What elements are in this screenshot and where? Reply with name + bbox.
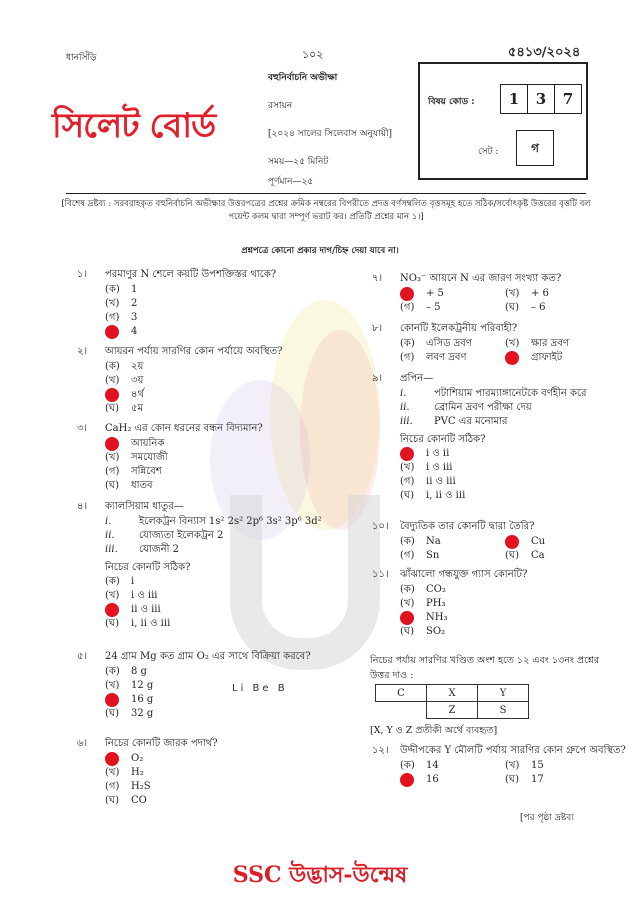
option-label: (ঘ)	[105, 618, 119, 629]
option-label: (খ)	[400, 598, 415, 609]
options-list	[105, 752, 365, 808]
option-text: 17	[531, 774, 544, 785]
option-marked[interactable]	[105, 752, 365, 766]
question-number: ১০।	[372, 521, 389, 532]
statement-number: iii.	[400, 416, 413, 427]
option[interactable]	[400, 597, 630, 611]
statement-number: iii.	[105, 544, 118, 555]
question	[372, 322, 630, 365]
option-text: ৪র্থ	[131, 389, 144, 400]
filled-bubble-icon[interactable]	[105, 752, 119, 766]
code-digit: 7	[562, 90, 574, 108]
option[interactable]	[105, 794, 365, 808]
filled-bubble-icon[interactable]	[105, 388, 119, 402]
option-text: লবণ দ্রবণ	[426, 352, 467, 363]
statement	[105, 543, 365, 557]
subject-code-cells	[500, 84, 582, 114]
statement	[400, 401, 630, 415]
question	[372, 272, 630, 315]
option-text: এসিড দ্রবণ	[426, 338, 472, 349]
sub-question: নিচের কোনটি সঠিক?	[400, 434, 486, 445]
option-text: O₂	[131, 753, 144, 764]
option[interactable]	[505, 759, 610, 773]
option-text: 4	[131, 326, 138, 337]
option[interactable]	[505, 549, 610, 563]
option-text: i	[131, 576, 135, 587]
question	[372, 372, 630, 503]
option-marked[interactable]	[105, 325, 365, 339]
option-label: (ঘ)	[105, 795, 119, 806]
option-text: 14	[426, 760, 439, 771]
option[interactable]	[400, 301, 505, 315]
option-label: (খ)	[105, 298, 120, 309]
question	[77, 422, 365, 493]
option-text: Sn	[426, 550, 440, 561]
question-number: ৮।	[372, 323, 383, 334]
option-text: সন্নিবেশ	[131, 466, 162, 477]
exam-time: সময়—২৫ মিনিট	[268, 157, 329, 167]
exam-type: বহুনির্বাচনি অভীক্ষা	[268, 73, 338, 83]
option-marked[interactable]	[105, 693, 365, 707]
option-text: – 5	[426, 302, 441, 313]
options-list	[105, 283, 365, 339]
passage-intro: নিচের পর্যায় সারণির খণ্ডিত অংশ হতে ১২ এবং ১৩নং প্রশ্নের উত্তর দাও :	[370, 655, 600, 681]
option-label: (ক)	[400, 760, 415, 771]
option-label: (ক)	[105, 666, 120, 677]
option[interactable]	[400, 625, 630, 639]
option-text: – 6	[531, 302, 546, 313]
filled-bubble-icon[interactable]	[105, 693, 119, 707]
option-text: PH₃	[426, 598, 446, 609]
option-text: H₂	[131, 767, 144, 778]
set-value: গ	[516, 130, 554, 166]
option[interactable]	[105, 283, 365, 297]
option-marked[interactable]	[400, 611, 630, 625]
question-number: ৭।	[372, 273, 383, 284]
option-label: (ঘ)	[505, 774, 519, 785]
syllabus-note: [২০২৪ সালের সিলেবাস অনুযায়ী]	[268, 129, 393, 139]
option-text: গ্রাফাইট	[531, 352, 563, 363]
question-number: ৪।	[77, 501, 88, 512]
question-text: CaH₂ এর কোন ধরনের বন্ধন বিদ্যমান?	[105, 423, 263, 434]
option-text: 16	[426, 774, 439, 785]
option-text: ধাতব	[131, 480, 153, 491]
option-text: 8 g	[131, 666, 147, 677]
option-label: (ক)	[400, 536, 415, 547]
filled-bubble-icon[interactable]	[105, 603, 119, 617]
option[interactable]	[105, 465, 365, 479]
option-marked[interactable]	[400, 773, 505, 787]
question-number: ৯।	[372, 373, 383, 384]
option-text: ২য়	[131, 361, 144, 372]
filled-bubble-icon[interactable]	[105, 437, 119, 451]
option-text: ii ও iii	[426, 476, 456, 487]
question-text: নিচের কোনটি জারক পদার্থ?	[105, 738, 218, 749]
option[interactable]	[400, 337, 505, 351]
question	[372, 520, 630, 563]
question	[372, 568, 630, 639]
question-text: ঝাঁঝালো গন্ধযুক্ত গ্যাস কোনটি?	[400, 569, 528, 580]
statement-number: i.	[105, 516, 112, 527]
option-text: Cu	[531, 536, 546, 547]
question-text: কোনটি ইলেকট্রনীয় পরিবাহী?	[400, 323, 518, 334]
option-text: + 6	[531, 288, 549, 299]
option-text: SO₂	[426, 626, 446, 637]
table-cell: S	[478, 702, 529, 719]
full-marks: পূর্ণমান—২৫	[268, 177, 314, 187]
board-title: সিলেট বোর্ড	[52, 106, 216, 146]
option-text: 1	[131, 284, 138, 295]
statement-text: যোজ্যতা ইলেকট্রন 2	[139, 530, 224, 541]
paper-code: ৫৪১৩/২০২৪	[508, 45, 581, 60]
options-list	[105, 437, 365, 493]
statement	[400, 387, 630, 401]
option-text: CO	[131, 795, 147, 806]
option[interactable]	[105, 360, 365, 374]
option-label: (ঘ)	[400, 626, 414, 637]
option-text: 16 g	[131, 694, 154, 705]
option-label: (গ)	[400, 550, 415, 561]
option-text: Ca	[531, 550, 545, 561]
option-marked[interactable]	[400, 287, 505, 301]
option[interactable]	[105, 451, 365, 465]
options-list	[400, 337, 630, 365]
statement-number: ii.	[400, 402, 410, 413]
question-text: বৈদ্যুতিক তার কোনটি দ্বারা তৈরি?	[400, 521, 535, 532]
statement-text: যোজনী 2	[139, 544, 180, 555]
statement	[105, 529, 365, 543]
option-text: ii ও iii	[131, 604, 161, 615]
option[interactable]	[400, 489, 630, 503]
option[interactable]	[105, 575, 365, 589]
option-marked[interactable]	[505, 535, 610, 549]
code-digit: 1	[501, 85, 528, 113]
question-text: পরমাণুর N শেলে কয়টি উপশক্তিস্তর থাকে?	[105, 269, 277, 280]
option-text: আয়নিক	[131, 438, 165, 449]
divider	[66, 193, 586, 194]
passage-note: [X, Y ও Z প্রতীকী অর্থে ব্যবহৃত]	[370, 725, 498, 736]
code-box	[418, 62, 588, 180]
option-label: (ঘ)	[505, 550, 519, 561]
option-label: (গ)	[400, 476, 415, 487]
option-label: (খ)	[400, 462, 415, 473]
option-text: 2	[131, 298, 138, 309]
option-text: ক্ষার দ্রবণ	[531, 338, 569, 349]
option[interactable]	[400, 549, 505, 563]
option[interactable]	[505, 773, 610, 787]
option-label: (গ)	[105, 312, 120, 323]
statement-text: পটাশিয়াম পারম্যাঙ্গানেটকে বর্ণহীন করে	[434, 388, 587, 399]
options-list	[400, 759, 630, 787]
option[interactable]	[400, 535, 505, 549]
statement-text: ইলেকট্রন বিন্যাস 1s² 2s² 2p⁶ 3s² 3p⁶ 3d²	[139, 516, 322, 527]
option-label: (ঘ)	[105, 708, 119, 719]
statement	[105, 515, 365, 529]
option-label: (ক)	[400, 584, 415, 595]
table-cell: C	[376, 685, 427, 702]
option-label: (ক)	[105, 284, 120, 295]
handwritten-note: Li Be B	[232, 683, 288, 694]
option[interactable]	[105, 617, 365, 631]
options-list	[400, 447, 630, 503]
option-text: 12 g	[131, 680, 154, 691]
question-text: উদ্দীপকের Y মৌলটি পর্যায় সারণির কোন গ্রুপে অবস্থিত?	[400, 745, 626, 756]
options-list	[400, 583, 630, 639]
option-text: + 5	[426, 288, 444, 299]
option-text: CO₂	[426, 584, 446, 595]
option-label: (ক)	[105, 576, 120, 587]
option[interactable]	[105, 766, 365, 780]
periodic-table-fragment	[375, 684, 529, 719]
subject-code-label: বিষয় কোড :	[428, 97, 475, 107]
option-label: (ক)	[400, 338, 415, 349]
option-marked[interactable]	[105, 388, 365, 402]
filled-bubble-icon[interactable]	[400, 773, 414, 787]
question-number: ২।	[77, 346, 88, 357]
option[interactable]	[105, 479, 365, 493]
option[interactable]	[505, 301, 610, 315]
question-text: ক্যালসিয়াম ধাতুর—	[105, 501, 184, 512]
option-text: ৩য়	[131, 375, 144, 386]
notice: প্রশ্নপত্রে কোনো প্রকার দাগ/চিহ্ন দেয়া যাবে না।	[241, 246, 399, 256]
question-number: ৩।	[77, 423, 88, 434]
option[interactable]	[105, 311, 365, 325]
filled-bubble-icon[interactable]	[400, 611, 414, 625]
question-number: ৬।	[77, 738, 88, 749]
option-label: (খ)	[505, 288, 520, 299]
options-list	[105, 575, 365, 631]
question-text: আয়রন পর্যায় সারণির কোন পর্যায়ে অবস্থিত?	[105, 346, 283, 357]
filled-bubble-icon[interactable]	[505, 535, 519, 549]
filled-bubble-icon[interactable]	[400, 447, 414, 461]
option-text: সমযোজী	[131, 452, 168, 463]
statement-text: ব্রোমিন দ্রবণ পরীক্ষা দেয়	[434, 402, 532, 413]
option-label: (ক)	[105, 361, 120, 372]
option[interactable]	[105, 780, 365, 794]
option-text: 3	[131, 312, 138, 323]
statement-number: ii.	[105, 530, 115, 541]
option-marked[interactable]	[400, 447, 630, 461]
option-label: (খ)	[105, 680, 120, 691]
option-marked[interactable]	[105, 437, 365, 451]
option[interactable]	[400, 759, 505, 773]
option[interactable]	[400, 351, 505, 365]
filled-bubble-icon[interactable]	[400, 287, 414, 301]
options-list	[400, 535, 630, 563]
question-number: ১১।	[372, 569, 389, 580]
option[interactable]	[105, 402, 365, 416]
district-label: ধানসিঁড়ি	[66, 53, 97, 63]
option[interactable]	[400, 475, 630, 489]
question-number: ১।	[77, 269, 88, 280]
option-text: i ও iii	[131, 590, 158, 601]
option-text: i, ii ও iii	[131, 618, 171, 629]
option[interactable]	[400, 583, 630, 597]
option-label: (গ)	[400, 352, 415, 363]
option-label: (ঘ)	[105, 403, 119, 414]
option-text: 32 g	[131, 708, 154, 719]
statement	[400, 415, 630, 429]
option-text: H₂S	[131, 781, 151, 792]
option-label: (গ)	[105, 781, 120, 792]
options-list	[105, 360, 365, 416]
option[interactable]	[105, 589, 365, 603]
option[interactable]	[505, 337, 610, 351]
question-number: ৫।	[77, 651, 88, 662]
subject-name: রসায়ন	[268, 101, 293, 111]
next-page-note: [পর পৃষ্ঠা দ্রষ্টব্য	[520, 813, 574, 823]
special-instruction: [বিশেষ দ্রষ্টব্য : সরবরাহকৃত বহুনির্বাচনি অভীক্ষার উত্তরপত্রের প্রশ্নের ক্রমিক নম্বরের বিপরীতে প্রদত্ত বর্ণসম্বলিত বৃত্তসমূহ হতে সঠিক/সর্বোৎকৃষ্ট উত্তরের বৃত্তটি বল পয়েন্ট কলম দ্বারা সম্পূর্ণ ভরাট কর। প্রতিটি প্রশ্নের মান ১।]	[61, 199, 591, 222]
option-text: i ও ii	[426, 448, 450, 459]
question-number: ১২।	[372, 745, 389, 756]
question-text: 24 গ্রাম Mg কত গ্রাম O₂ এর সাথে বিক্রিয়া করবে?	[105, 651, 311, 662]
option[interactable]	[505, 287, 610, 301]
footer-brand: SSC উদ্ভাস-উন্মেষ	[232, 862, 408, 888]
page-number: ১০২	[302, 48, 324, 61]
option-label: (খ)	[105, 767, 120, 778]
question	[77, 500, 365, 631]
question-text: প্রপিন—	[400, 373, 434, 384]
option-label: (ঘ)	[105, 480, 119, 491]
option-label: (খ)	[505, 338, 520, 349]
option-text: 15	[531, 760, 544, 771]
question	[77, 268, 365, 339]
filled-bubble-icon[interactable]	[105, 325, 119, 339]
option[interactable]	[105, 665, 365, 679]
option-marked[interactable]	[105, 603, 365, 617]
sub-question: নিচের কোনটি সঠিক?	[105, 562, 191, 573]
option[interactable]	[105, 297, 365, 311]
table-cell: Y	[478, 685, 529, 702]
code-digit: 3	[528, 85, 555, 113]
option-marked[interactable]	[505, 351, 610, 365]
statement-text: PVC এর মনোমার	[434, 416, 508, 427]
option-label: (খ)	[505, 760, 520, 771]
option-text: NH₃	[426, 612, 448, 623]
option[interactable]	[400, 461, 630, 475]
options-list	[400, 287, 630, 315]
option-label: (খ)	[105, 375, 120, 386]
option-label: (গ)	[105, 466, 120, 477]
table-cell: Z	[427, 702, 478, 719]
question	[77, 345, 365, 416]
question-text: NO₃⁻ আয়নে N এর জারণ সংখ্যা কত?	[400, 273, 562, 284]
statement-number: i.	[400, 388, 407, 399]
option-text: ৫ম	[131, 403, 144, 414]
option-text: i, ii ও iii	[426, 490, 466, 501]
option-text: Na	[426, 536, 441, 547]
option[interactable]	[105, 374, 365, 388]
option-label: (খ)	[105, 590, 120, 601]
option-text: i ও iii	[426, 462, 453, 473]
table-cell: X	[427, 685, 478, 702]
option-label: (গ)	[400, 302, 415, 313]
option-label: (ঘ)	[400, 490, 414, 501]
option-label: (খ)	[105, 452, 120, 463]
question	[77, 737, 365, 808]
set-label: সেট :	[478, 147, 499, 157]
filled-bubble-icon[interactable]	[505, 351, 519, 365]
question	[372, 744, 630, 787]
option[interactable]	[105, 707, 365, 721]
option-label: (ঘ)	[505, 302, 519, 313]
